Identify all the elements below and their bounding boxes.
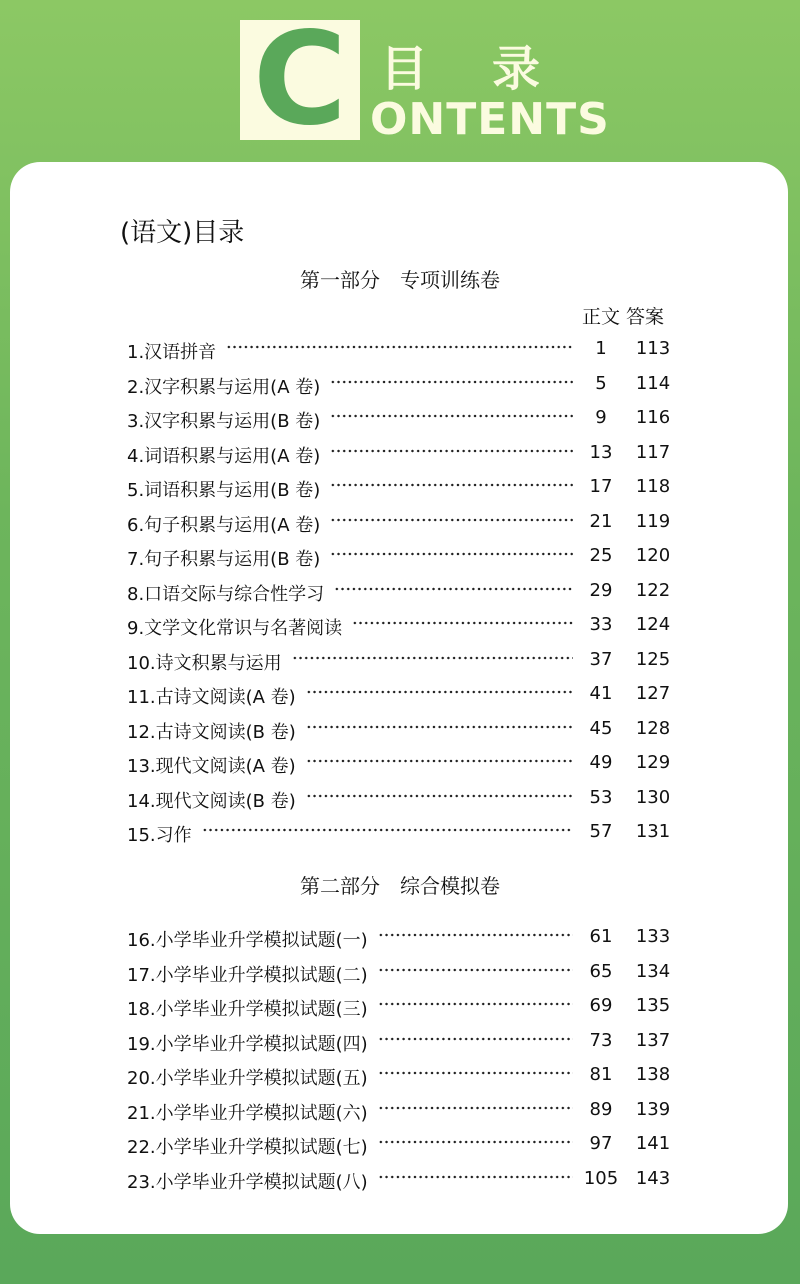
toc-page-number: 105 — [583, 1167, 619, 1189]
leader-dots — [306, 794, 573, 798]
toc-answer-page: 118 — [635, 476, 671, 497]
part-title-1: 第一部分 专项训练卷 — [300, 268, 500, 292]
toc-page-number: 41 — [589, 683, 613, 704]
toc-label: 9.文学文化常识与名著阅读 — [127, 614, 348, 640]
toc-label: 22.小学毕业升学模拟试题(七) — [127, 1133, 374, 1159]
toc-row[interactable] — [127, 1026, 672, 1056]
toc-answer-page: 130 — [635, 786, 671, 808]
leader-dots — [378, 1106, 573, 1110]
toc-page-number: 1 — [595, 338, 607, 359]
toc-answer-page: 139 — [635, 1098, 671, 1120]
toc-answer-page: 134 — [635, 960, 671, 982]
toc-label: 2.汉字积累与运用(A 卷) — [127, 373, 326, 399]
leader-dots — [330, 552, 573, 556]
toc-row[interactable] — [127, 369, 672, 399]
toc-page-number: 9 — [595, 407, 607, 428]
toc-label: 23.小学毕业升学模拟试题(八) — [127, 1168, 374, 1194]
toc-page-number: 5 — [595, 372, 607, 394]
column-headers: 正文 答案 — [582, 306, 665, 328]
toc-answer-page: 127 — [635, 683, 671, 704]
leader-dots — [306, 690, 573, 694]
toc-page-number: 21 — [589, 510, 613, 532]
toc-answer-page: 131 — [635, 821, 671, 842]
toc-row[interactable] — [127, 541, 672, 571]
toc-page-number: 73 — [589, 1029, 613, 1051]
leader-dots — [334, 587, 573, 591]
toc-answer-page: 113 — [635, 338, 671, 359]
toc-answer-page: 129 — [635, 752, 671, 773]
leader-dots — [306, 725, 573, 729]
toc-page-number: 45 — [589, 717, 613, 739]
toc-page-number: 49 — [589, 752, 613, 773]
toc-row[interactable] — [127, 334, 672, 364]
toc-label: 17.小学毕业升学模拟试题(二) — [127, 961, 374, 987]
leader-dots — [378, 1002, 573, 1006]
toc-answer-page: 141 — [635, 1133, 671, 1154]
toc-label: 13.现代文阅读(A 卷) — [127, 752, 302, 778]
title-chinese: 目录 — [380, 41, 605, 97]
toc-label: 7.句子积累与运用(B 卷) — [127, 545, 326, 571]
toc-row[interactable] — [127, 957, 672, 987]
leader-dots — [352, 621, 573, 625]
toc-answer-page: 119 — [635, 510, 671, 532]
toc-page-number: 57 — [589, 821, 613, 842]
toc-label: 6.句子积累与运用(A 卷) — [127, 511, 326, 537]
leader-dots — [378, 1037, 573, 1041]
toc-row[interactable] — [127, 679, 672, 709]
toc-page-number: 69 — [589, 995, 613, 1016]
toc-row[interactable] — [127, 748, 672, 778]
leader-dots — [306, 759, 573, 763]
toc-answer-page: 122 — [635, 579, 671, 601]
toc-label: 11.古诗文阅读(A 卷) — [127, 683, 302, 709]
leader-dots — [330, 518, 573, 522]
toc-page-number: 53 — [589, 786, 613, 808]
toc-answer-page: 120 — [635, 545, 671, 566]
toc-page-number: 25 — [589, 545, 613, 566]
toc-label: 3.汉字积累与运用(B 卷) — [127, 407, 326, 433]
leader-dots — [378, 1175, 573, 1179]
section-title: (语文)目录 — [120, 218, 245, 248]
header-banner — [0, 0, 800, 160]
toc-label: 5.词语积累与运用(B 卷) — [127, 476, 326, 502]
toc-label: 21.小学毕业升学模拟试题(六) — [127, 1099, 374, 1125]
toc-row[interactable] — [127, 817, 672, 847]
toc-label: 10.诗文积累与运用 — [127, 649, 288, 675]
toc-answer-page: 137 — [635, 1029, 671, 1051]
toc-label: 4.词语积累与运用(A 卷) — [127, 442, 326, 468]
leader-dots — [330, 449, 573, 453]
toc-page-number: 65 — [589, 960, 613, 982]
toc-row[interactable] — [127, 472, 672, 502]
toc-page-number: 29 — [589, 579, 613, 601]
toc-answer-page: 116 — [635, 407, 671, 428]
toc-row[interactable] — [127, 645, 672, 675]
toc-answer-page: 128 — [635, 717, 671, 739]
toc-row[interactable] — [127, 507, 672, 537]
logo-letter: C — [253, 5, 347, 154]
toc-row[interactable] — [127, 1164, 672, 1194]
toc-label: 19.小学毕业升学模拟试题(四) — [127, 1030, 374, 1056]
title-english: ONTENTS — [370, 94, 610, 145]
toc-row[interactable] — [127, 403, 672, 433]
toc-answer-page: 117 — [635, 441, 671, 463]
toc-label: 1.汉语拼音 — [127, 338, 222, 364]
toc-label: 15.习作 — [127, 821, 198, 847]
toc-answer-page: 124 — [635, 614, 671, 635]
leader-dots — [330, 483, 573, 487]
toc-label: 14.现代文阅读(B 卷) — [127, 787, 302, 813]
toc-row[interactable] — [127, 1060, 672, 1090]
toc-row[interactable] — [127, 783, 672, 813]
toc-page-number: 61 — [589, 926, 613, 947]
leader-dots — [378, 1071, 573, 1075]
toc-page-number: 17 — [589, 476, 613, 497]
leader-dots — [378, 1140, 573, 1144]
leader-dots — [292, 656, 573, 660]
leader-dots — [378, 933, 573, 937]
toc-answer-page: 138 — [635, 1064, 671, 1085]
toc-page-number: 33 — [589, 614, 613, 635]
toc-row[interactable] — [127, 438, 672, 468]
logo-box — [240, 5, 360, 154]
toc-answer-page: 143 — [635, 1167, 671, 1189]
toc-row[interactable] — [127, 610, 672, 640]
toc-answer-page: 135 — [635, 995, 671, 1016]
leader-dots — [330, 380, 573, 384]
toc-answer-page: 114 — [635, 372, 671, 394]
toc-label: 12.古诗文阅读(B 卷) — [127, 718, 302, 744]
toc-label: 18.小学毕业升学模拟试题(三) — [127, 995, 374, 1021]
toc-row[interactable] — [127, 714, 672, 744]
toc-row[interactable] — [127, 991, 672, 1021]
toc-row[interactable] — [127, 922, 672, 952]
toc-row[interactable] — [127, 576, 672, 606]
toc-answer-page: 133 — [635, 926, 671, 947]
leader-dots — [330, 414, 573, 418]
toc-row[interactable] — [127, 1129, 672, 1159]
toc-page-number: 81 — [589, 1064, 613, 1085]
toc-row[interactable] — [127, 1095, 672, 1125]
toc-label: 8.口语交际与综合性学习 — [127, 580, 330, 606]
leader-dots — [226, 345, 573, 349]
part-title-2: 第二部分 综合模拟卷 — [300, 874, 500, 898]
toc-label: 16.小学毕业升学模拟试题(一) — [127, 926, 374, 952]
toc-label: 20.小学毕业升学模拟试题(五) — [127, 1064, 374, 1090]
toc-page-number: 97 — [589, 1133, 613, 1154]
leader-dots — [378, 968, 573, 972]
leader-dots — [202, 828, 573, 832]
toc-answer-page: 125 — [635, 648, 671, 670]
toc-page-number: 89 — [589, 1098, 613, 1120]
toc-page-number: 37 — [589, 648, 613, 670]
toc-page-number: 13 — [589, 441, 613, 463]
